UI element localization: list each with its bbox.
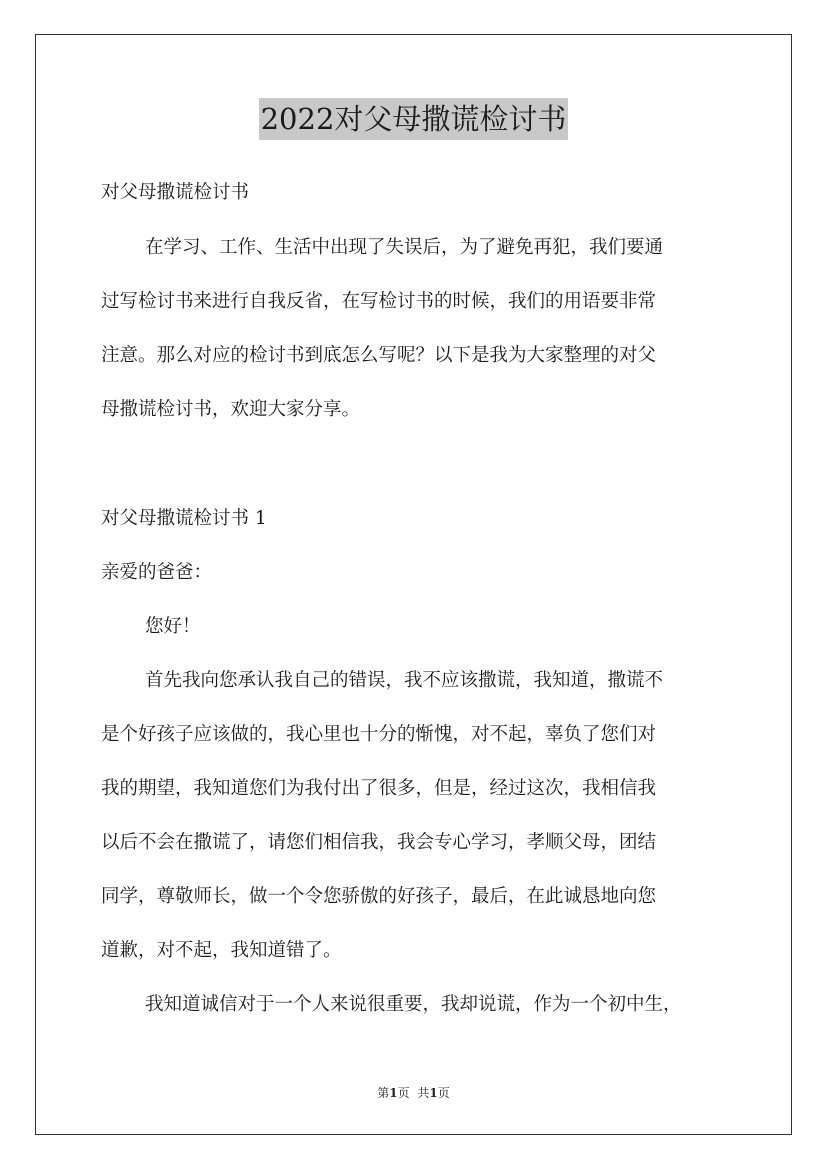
paragraph-line: 注意。那么对应的检讨书到底怎么写呢？以下是我为大家整理的对父	[101, 345, 657, 366]
subtitle: 对父母撒谎检讨书	[101, 182, 250, 203]
paragraph-line: 过写检讨书来进行自我反省，在写检讨书的时候，我们的用语要非常	[101, 291, 657, 312]
section-heading: 对父母撒谎检讨书 1	[101, 508, 267, 529]
paragraph-line: 我的期望，我知道您们为我付出了很多，但是，经过这次，我相信我	[101, 778, 657, 799]
paragraph-line: 同学，尊敬师长，做一个令您骄傲的好孩子，最后，在此诚恳地向您	[101, 886, 657, 907]
greeting: 您好！	[145, 616, 201, 637]
total-prefix: 共	[417, 1086, 430, 1100]
page-number: 1	[389, 1086, 398, 1100]
total-pages: 1	[429, 1086, 438, 1100]
page-footer	[0, 1084, 827, 1101]
paragraph-line: 母撒谎检讨书，欢迎大家分享。	[101, 399, 361, 420]
page-label-prefix: 第	[377, 1086, 390, 1100]
total-suffix: 页	[437, 1086, 450, 1100]
paragraph-line: 在学习、工作、生活中出现了失误后，为了避免再犯，我们要通	[145, 237, 664, 258]
paragraph-line: 是个好孩子应该做的，我心里也十分的惭愧，对不起，辜负了您们对	[101, 724, 657, 745]
salutation: 亲爱的爸爸：	[101, 562, 213, 583]
paragraph-line: 道歉，对不起，我知道错了。	[101, 940, 342, 961]
paragraph-line: 以后不会在撒谎了，请您们相信我，我会专心学习，孝顺父母，团结	[101, 832, 657, 853]
document-title: 2022对父母撒谎检讨书	[259, 98, 569, 140]
paragraph-line: 我知道诚信对于一个人来说很重要，我却说谎，作为一个初中生，	[145, 994, 682, 1015]
page-label-suffix: 页	[397, 1086, 410, 1100]
title-container	[0, 98, 827, 140]
paragraph-line: 首先我向您承认我自己的错误，我不应该撒谎，我知道，撒谎不	[145, 670, 664, 691]
